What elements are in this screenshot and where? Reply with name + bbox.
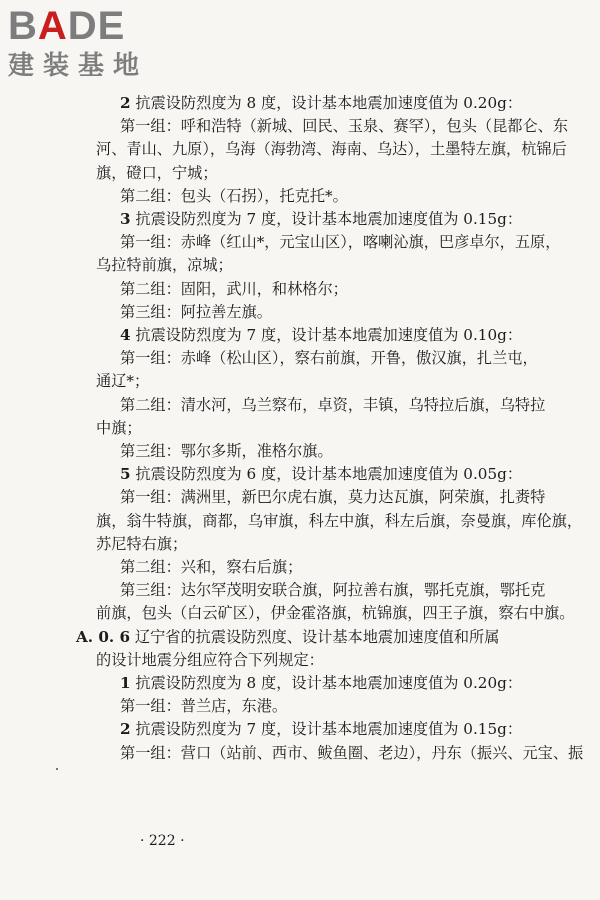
- text-line: [96, 695, 576, 718]
- line-text: 乌拉特前旗，凉城；: [96, 256, 233, 275]
- line-text: 中旗；: [96, 418, 142, 437]
- text-line: [96, 417, 576, 440]
- text-line: [76, 626, 576, 649]
- line-text: 前旗，包头（白云矿区），伊金霍洛旗，杭锦旗，四王子旗，察右中旗。: [96, 604, 575, 623]
- text-line: [96, 533, 576, 556]
- text-line: [96, 185, 576, 208]
- clause-number: 2: [120, 720, 131, 739]
- clause-number: 2: [120, 94, 131, 112]
- line-text: 第一组：呼和浩特（新城、回民、玉泉、赛罕），包头（昆都仑、东: [120, 117, 569, 136]
- line-text: 第一组：营口（站前、西市、鲅鱼圈、老边），丹东（振兴、元宝、振: [120, 743, 584, 762]
- clause-number: 4: [120, 326, 131, 345]
- line-text: 的设计地震分组应符合下列规定：: [96, 650, 324, 669]
- text-line: [96, 370, 576, 393]
- text-line: [96, 718, 576, 741]
- line-text: 第一组：普兰店，东港。: [120, 697, 288, 716]
- page-number: · 222 ·: [140, 833, 185, 849]
- line-text: 第一组：赤峰（红山*，元宝山区），喀喇沁旗，巴彦卓尔，五原，: [120, 233, 561, 252]
- clause-number: 5: [120, 465, 131, 484]
- text-line: [96, 138, 576, 161]
- text-line: [96, 394, 576, 417]
- line-text: 河、青山、九原），乌海（海勃湾、海南、乌达），土墨特左旗，杭锦后: [96, 140, 567, 159]
- text-line: [96, 162, 576, 185]
- line-text: 抗震设防烈度为 6 度，设计基本地震加速度值为 0.05g：: [130, 465, 523, 484]
- line-text: 第三组：鄂尔多斯，准格尔旗。: [120, 442, 333, 461]
- clause-number: 1: [120, 674, 131, 693]
- bade-logo: [8, 4, 178, 90]
- text-line: [96, 301, 576, 324]
- line-text: 第三组：阿拉善左旗。: [120, 302, 272, 321]
- text-line: [96, 602, 576, 625]
- text-line: [96, 115, 576, 138]
- text-line: [96, 347, 576, 370]
- line-text: 抗震设防烈度为 7 度，设计基本地震加速度值为 0.15g：: [130, 210, 523, 229]
- text-line: [96, 742, 584, 765]
- text-line: [96, 278, 576, 301]
- scan-speck: [56, 768, 58, 770]
- line-text: 抗震设防烈度为 7 度，设计基本地震加速度值为 0.15g：: [130, 720, 523, 739]
- logo-subtitle: 建装基地: [8, 51, 149, 81]
- text-line: [96, 231, 576, 254]
- line-text: 抗震设防烈度为 8 度，设计基本地震加速度值为 0.20g：: [130, 94, 523, 112]
- line-text: 第三组：达尔罕茂明安联合旗，阿拉善右旗，鄂托克旗，鄂托克: [120, 581, 546, 600]
- text-line: [96, 672, 576, 695]
- line-text: 第二组：清水河，乌兰察布，卓资，丰镇，乌特拉后旗，乌特拉: [120, 395, 546, 414]
- line-text: 旗，磴口，宁城；: [96, 163, 218, 182]
- text-line: [96, 579, 576, 602]
- clause-number: 3: [120, 210, 131, 229]
- line-text: 旗，翁牛特旗，商都，乌审旗，科左中旗，科左后旗，奈曼旗，库伦旗，: [96, 511, 582, 530]
- line-text: 辽宁省的抗震设防烈度、设计基本地震加速度值和所属: [130, 627, 500, 646]
- logo-wordmark: BADE: [8, 4, 126, 48]
- line-text: 第二组：兴和，察右后旗；: [120, 558, 303, 577]
- text-line: [96, 254, 576, 277]
- line-text: 第一组：赤峰（松山区），察右前旗，开鲁，傲汉旗，扎兰屯，: [120, 349, 538, 368]
- text-line: [96, 649, 576, 672]
- line-text: 通辽*；: [96, 372, 150, 391]
- clause-number: A. 0. 6: [76, 627, 131, 646]
- text-line: [96, 463, 576, 486]
- line-text: 苏尼特右旗；: [96, 534, 188, 553]
- line-text: 抗震设防烈度为 7 度，设计基本地震加速度值为 0.10g：: [130, 326, 523, 345]
- text-line: [96, 510, 582, 533]
- text-line: [96, 324, 576, 347]
- text-line: [96, 486, 576, 509]
- line-text: 抗震设防烈度为 8 度，设计基本地震加速度值为 0.20g：: [130, 674, 523, 693]
- text-line: [96, 556, 576, 579]
- text-line: [96, 208, 576, 231]
- document-body: [76, 92, 584, 765]
- text-line: [96, 92, 576, 115]
- line-text: 第二组：包头（石拐），托克托*。: [120, 186, 348, 205]
- line-text: 第二组：固阳，武川，和林格尔；: [120, 279, 348, 298]
- text-line: [96, 440, 576, 463]
- line-text: 第一组：满洲里，新巴尔虎右旗，莫力达瓦旗，阿荣旗，扎赉特: [120, 488, 546, 507]
